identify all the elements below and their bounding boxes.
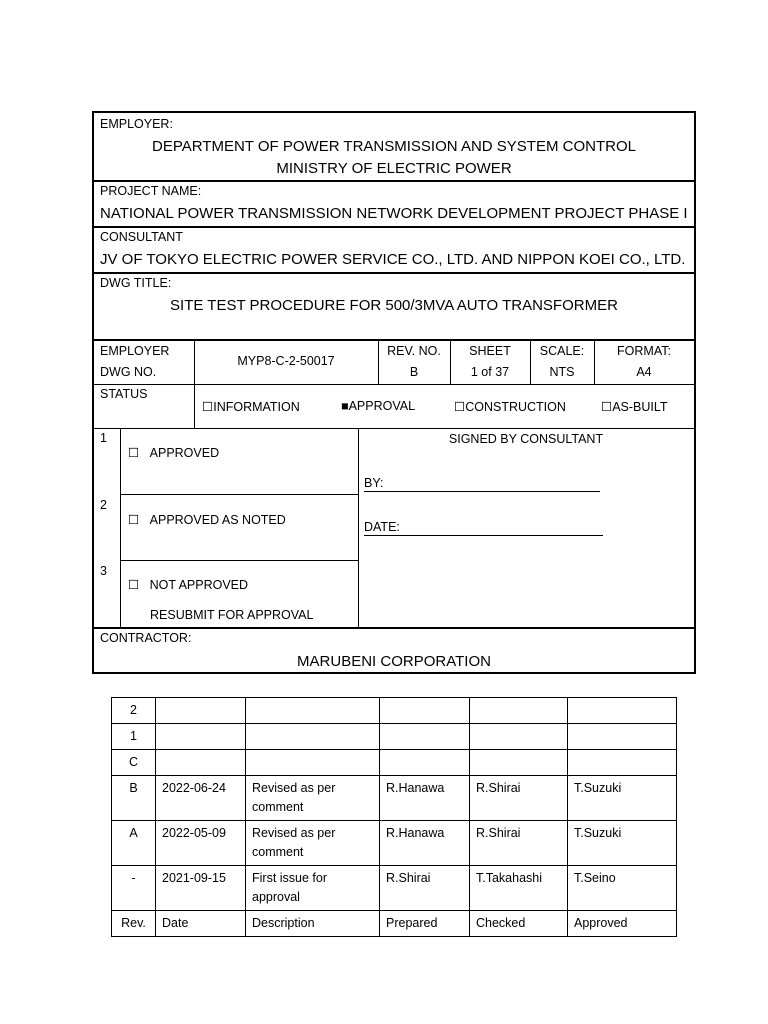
table-cell: 1 — [112, 724, 156, 750]
table-cell — [380, 724, 470, 750]
table-header-cell: Description — [246, 911, 380, 937]
table-cell — [246, 750, 380, 776]
status-option-label: APPROVAL — [348, 399, 416, 413]
date-signature-line[interactable] — [364, 535, 603, 536]
dwg-title: SITE TEST PROCEDURE FOR 500/3MVA AUTO TRANSFORMER — [170, 297, 618, 314]
signed-by-consultant: SIGNED BY CONSULTANT — [448, 432, 604, 446]
sheet-label: SHEET — [469, 344, 511, 358]
table-cell — [380, 698, 470, 724]
table-cell: A — [112, 821, 156, 866]
status-option-construction[interactable] — [454, 399, 566, 414]
checkbox-checked-icon[interactable]: ■ — [341, 399, 349, 413]
table-cell: C — [112, 750, 156, 776]
table-cell: 2021-09-15 — [156, 866, 246, 911]
sheet-value: 1 of 37 — [470, 365, 510, 379]
table-cell — [470, 750, 568, 776]
status-option-as-built[interactable] — [601, 399, 668, 414]
format-value: A4 — [636, 365, 652, 379]
approval-option-approved-as-noted[interactable] — [128, 512, 286, 527]
table-cell: Revised as per comment — [246, 821, 380, 866]
scale-label: SCALE: — [539, 344, 585, 358]
table-row — [112, 821, 677, 866]
status-option-approval[interactable] — [341, 399, 415, 413]
table-cell: T.Seino — [568, 866, 677, 911]
status-option-label: INFORMATION — [213, 400, 300, 414]
table-cell — [380, 750, 470, 776]
table-cell: Revised as per comment — [246, 776, 380, 821]
approval-option-label: APPROVED — [149, 446, 220, 460]
checkbox-icon[interactable]: ☐ — [601, 400, 613, 414]
table-cell: T.Suzuki — [568, 776, 677, 821]
table-cell: First issue for approval — [246, 866, 380, 911]
checkbox-icon[interactable]: ☐ — [128, 578, 140, 592]
project-label: PROJECT NAME: — [100, 184, 202, 198]
status-option-label: CONSTRUCTION — [465, 400, 566, 414]
contractor-label: CONTRACTOR: — [100, 631, 192, 645]
table-cell: B — [112, 776, 156, 821]
checkbox-icon[interactable]: ☐ — [202, 400, 214, 414]
table-cell: T.Suzuki — [568, 821, 677, 866]
table-row — [112, 724, 677, 750]
table-cell: R.Hanawa — [380, 776, 470, 821]
table-cell — [568, 750, 677, 776]
by-label: BY: — [364, 476, 384, 490]
contractor-name: MARUBENI CORPORATION — [297, 653, 491, 670]
title-block — [92, 111, 696, 674]
rev-no-value: B — [409, 365, 419, 379]
table-cell — [246, 698, 380, 724]
dwg-title-label: DWG TITLE: — [100, 276, 172, 290]
table-cell: 2 — [112, 698, 156, 724]
dwg-number: MYP8-C-2-50017 — [237, 354, 335, 368]
table-cell — [568, 724, 677, 750]
date-label: DATE: — [364, 520, 400, 534]
checkbox-icon[interactable]: ☐ — [454, 400, 466, 414]
table-cell: R.Hanawa — [380, 821, 470, 866]
table-cell: R.Shirai — [380, 866, 470, 911]
table-cell: R.Shirai — [470, 821, 568, 866]
table-cell: 2022-05-09 — [156, 821, 246, 866]
table-header-cell: Rev. — [112, 911, 156, 937]
table-cell — [156, 698, 246, 724]
rev-no-label: REV. NO. — [387, 344, 441, 358]
employer-dwg-label-1: EMPLOYER — [100, 344, 170, 358]
approval-option-label: NOT APPROVED — [149, 578, 249, 592]
table-header-cell: Date — [156, 911, 246, 937]
revision-table — [111, 697, 677, 937]
status-option-information[interactable] — [202, 399, 300, 414]
by-signature-line[interactable] — [364, 491, 600, 492]
table-row — [112, 750, 677, 776]
table-cell: R.Shirai — [470, 776, 568, 821]
approval-option-label: APPROVED AS NOTED — [149, 513, 286, 527]
approval-option-approved[interactable] — [128, 445, 219, 460]
approval-option-not-approved[interactable] — [128, 577, 248, 592]
table-row — [112, 698, 677, 724]
employer-line1: DEPARTMENT OF POWER TRANSMISSION AND SYSTEM CONTROL — [152, 138, 636, 155]
consultant-label: CONSULTANT — [100, 230, 183, 244]
table-header-cell: Checked — [470, 911, 568, 937]
table-header-cell: Approved — [568, 911, 677, 937]
table-cell — [470, 724, 568, 750]
employer-label: EMPLOYER: — [100, 117, 173, 131]
checkbox-icon[interactable]: ☐ — [128, 513, 140, 527]
table-row — [112, 866, 677, 911]
employer-line2: MINISTRY OF ELECTRIC POWER — [276, 160, 512, 177]
project-name: NATIONAL POWER TRANSMISSION NETWORK DEVELOPMENT PROJECT PHASE I — [100, 205, 688, 222]
table-cell — [156, 724, 246, 750]
format-label: FORMAT: — [617, 344, 671, 358]
table-cell — [156, 750, 246, 776]
status-option-label: AS-BUILT — [612, 400, 668, 414]
table-cell — [568, 698, 677, 724]
status-label: STATUS — [100, 387, 148, 401]
checkbox-icon[interactable]: ☐ — [128, 446, 140, 460]
table-cell: - — [112, 866, 156, 911]
resubmit-label: RESUBMIT FOR APPROVAL — [150, 608, 314, 622]
approval-number: 2 — [100, 498, 107, 512]
table-cell — [246, 724, 380, 750]
approval-number: 3 — [100, 564, 107, 578]
employer-dwg-label-2: DWG NO. — [100, 365, 157, 379]
consultant-name: JV OF TOKYO ELECTRIC POWER SERVICE CO., LTD. AND NIPPON KOEI CO., LTD. — [100, 251, 686, 268]
table-cell: 2022-06-24 — [156, 776, 246, 821]
scale-value: NTS — [549, 365, 575, 379]
table-header-cell: Prepared — [380, 911, 470, 937]
approval-number: 1 — [100, 431, 107, 445]
table-cell: T.Takahashi — [470, 866, 568, 911]
table-row — [112, 776, 677, 821]
table-cell — [470, 698, 568, 724]
table-header-row — [112, 911, 677, 937]
